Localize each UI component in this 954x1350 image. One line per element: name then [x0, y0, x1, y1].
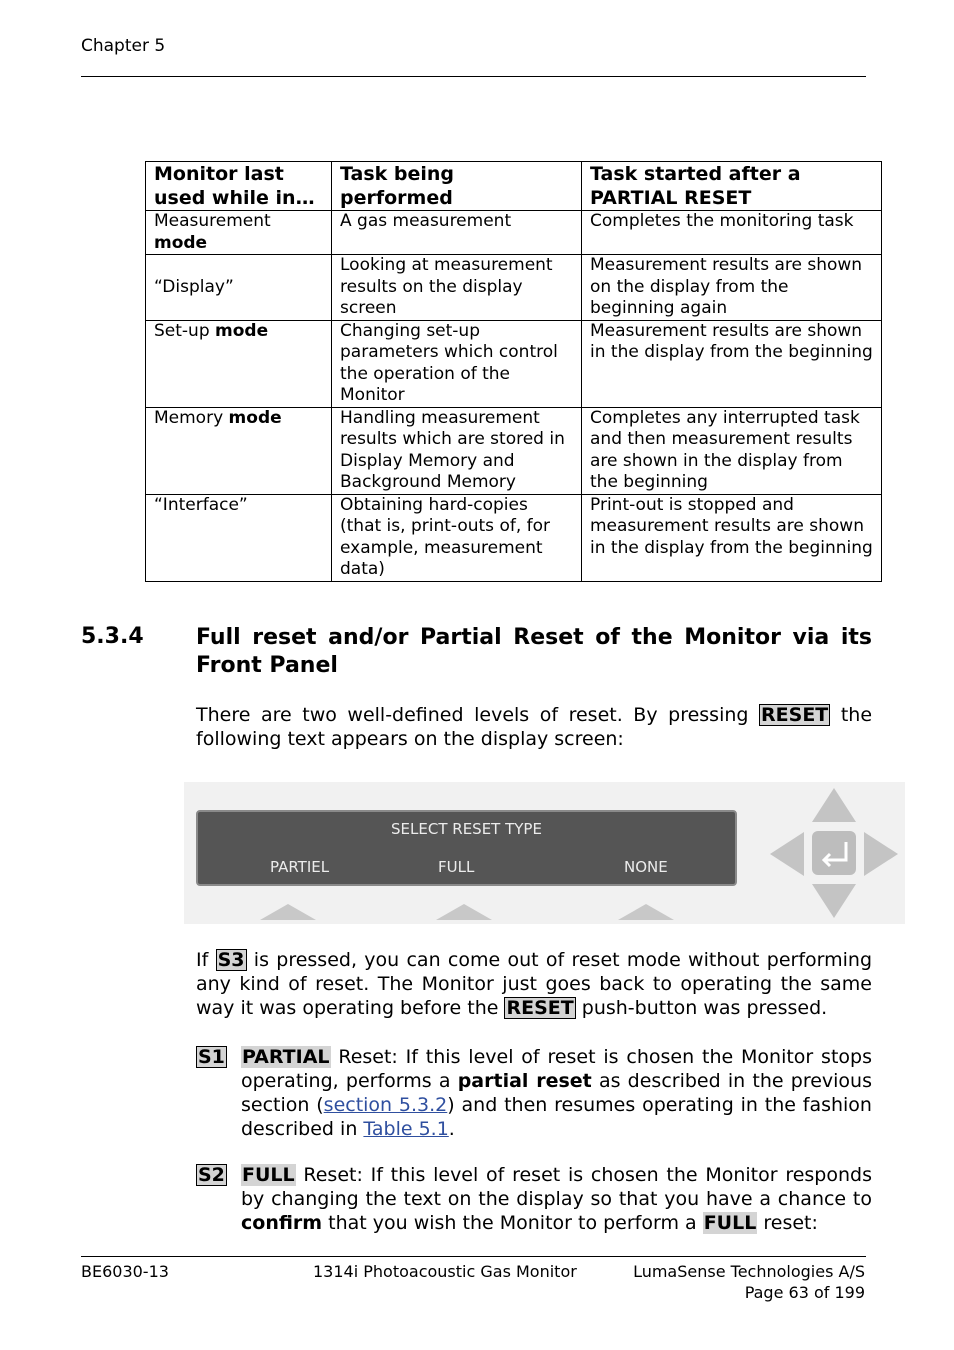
s2-key: S2 [198, 1164, 225, 1186]
task-cell: Looking at measurement results on the display screen [332, 255, 582, 321]
s1-text: as described in the previous section ( [241, 1070, 872, 1116]
lcd-display [196, 810, 737, 886]
header-line: PARTIAL RESET [590, 187, 752, 209]
intro-text: the following text appears on the display screen: [196, 704, 873, 750]
s3-key: S3 [217, 949, 245, 971]
mode-text: Memory [154, 407, 224, 428]
header-line: Task started after a [590, 163, 801, 185]
mode-keyword: mode [215, 320, 269, 341]
s1-paragraph [241, 1045, 872, 1141]
mode-cell [146, 494, 332, 581]
s1-key: S1 [198, 1046, 225, 1068]
header-line: performed [340, 187, 453, 209]
after-reset-cell: Measurement results are shown on the display from the beginning again [582, 255, 882, 321]
product-name: 1314i Photoacoustic Gas Monitor [313, 1262, 577, 1281]
arrow-down-icon [812, 884, 856, 918]
full-keyword: FULL [703, 1212, 757, 1234]
mode-text: “Interface” [154, 494, 248, 515]
mode-text: “Display” [154, 276, 234, 297]
mode-keyword: mode [228, 407, 282, 428]
table-header-row [146, 162, 882, 211]
arrow-right-icon [864, 832, 898, 876]
mode-cell [146, 255, 332, 321]
partial-reset-emphasis: partial reset [457, 1070, 592, 1092]
page-number: Page 63 of 199 [744, 1283, 865, 1302]
reset-key: RESET [506, 997, 574, 1019]
intro-text: There are two well-defined levels of reset. By pressing [196, 704, 749, 726]
table-row [146, 255, 882, 321]
table-row [146, 407, 882, 494]
enter-key-icon [812, 831, 856, 875]
after-reset-cell: Measurement results are shown in the display from the beginning [582, 320, 882, 407]
company-name: LumaSense Technologies A/S [633, 1262, 865, 1281]
table-link[interactable]: Table 5.1 [363, 1118, 449, 1140]
header-line: used while in… [154, 187, 315, 209]
s3-text: is pressed, you can come out of reset mode without performing any kind of reset. The Monitor just goes back to operating the same way it was operating before the [196, 949, 873, 1019]
arrow-up-icon [812, 788, 856, 822]
softkey-s2-arrow-icon [436, 904, 492, 920]
s2-text: Reset: If this level of reset is chosen the Monitor responds by changing the text on the display so that you have a chance to [241, 1164, 872, 1210]
mode-text: Measurement [154, 211, 271, 231]
section-title: Full reset and/or Partial Reset of the Monitor via its Front Panel [196, 625, 872, 678]
footer-rule [81, 1256, 866, 1257]
chapter-header: Chapter 5 [81, 36, 166, 56]
mode-cell [146, 320, 332, 407]
s3-text: push-button was pressed. [581, 997, 828, 1019]
mode-cell [146, 211, 332, 255]
footer-right [600, 1261, 865, 1303]
softkey-s1-arrow-icon [260, 904, 316, 920]
arrow-left-icon [770, 832, 804, 876]
document-id: BE6030-13 [81, 1262, 169, 1281]
display-title: SELECT RESET TYPE [391, 820, 542, 838]
table-header-after-reset [582, 162, 882, 211]
task-cell: Handling measurement results which are stored in Display Memory and Background Memory [332, 407, 582, 494]
partial-keyword: PARTIAL [242, 1046, 330, 1068]
after-reset-cell: Completes the monitoring task [582, 211, 882, 255]
table-row [146, 320, 882, 407]
after-reset-cell: Completes any interrupted task and then measurement results are shown in the display from the beginning [582, 407, 882, 494]
header-line: Monitor last [154, 163, 284, 185]
s1-text: ) and then resumes operating in the fashion described in [241, 1094, 872, 1140]
table-row [146, 494, 882, 581]
s1-text: . [448, 1118, 455, 1140]
s2-text: reset: [763, 1212, 818, 1234]
softkey-label-none: NONE [624, 858, 668, 876]
header-line: Task being [340, 163, 455, 185]
s3-paragraph [196, 948, 872, 1020]
s2-paragraph [241, 1163, 872, 1235]
confirm-emphasis: confirm [241, 1212, 323, 1234]
softkey-s3-arrow-icon [618, 904, 674, 920]
reset-key: RESET [761, 704, 829, 726]
task-cell: Obtaining hard-copies (that is, print-outs of, for example, measurement data) [332, 494, 582, 581]
full-keyword: FULL [242, 1164, 295, 1186]
section-link[interactable]: section 5.3.2 [323, 1094, 448, 1116]
s1-label [196, 1045, 227, 1069]
partial-reset-table [145, 161, 882, 582]
task-cell: A gas measurement [332, 211, 582, 255]
header-rule [81, 76, 866, 77]
mode-keyword: mode [154, 232, 208, 253]
intro-paragraph [196, 703, 872, 751]
s2-label [196, 1163, 227, 1187]
s2-text: that you wish the Monitor to perform a [328, 1212, 697, 1234]
softkey-label-full: FULL [438, 858, 475, 876]
s3-text: If [196, 949, 209, 971]
after-reset-cell: Print-out is stopped and measurement results are shown in the display from the beginning [582, 494, 882, 581]
table-row [146, 211, 882, 255]
table-header-task [332, 162, 582, 211]
section-number: 5.3.4 [81, 624, 144, 649]
task-cell: Changing set-up parameters which control the operation of the Monitor [332, 320, 582, 407]
table-header-mode [146, 162, 332, 211]
softkey-label-partial: PARTIEL [270, 858, 330, 876]
s1-text: Reset: If this level of reset is chosen the Monitor stops operating, performs a [241, 1046, 872, 1092]
mode-text: Set-up [154, 320, 210, 341]
mode-cell [146, 407, 332, 494]
